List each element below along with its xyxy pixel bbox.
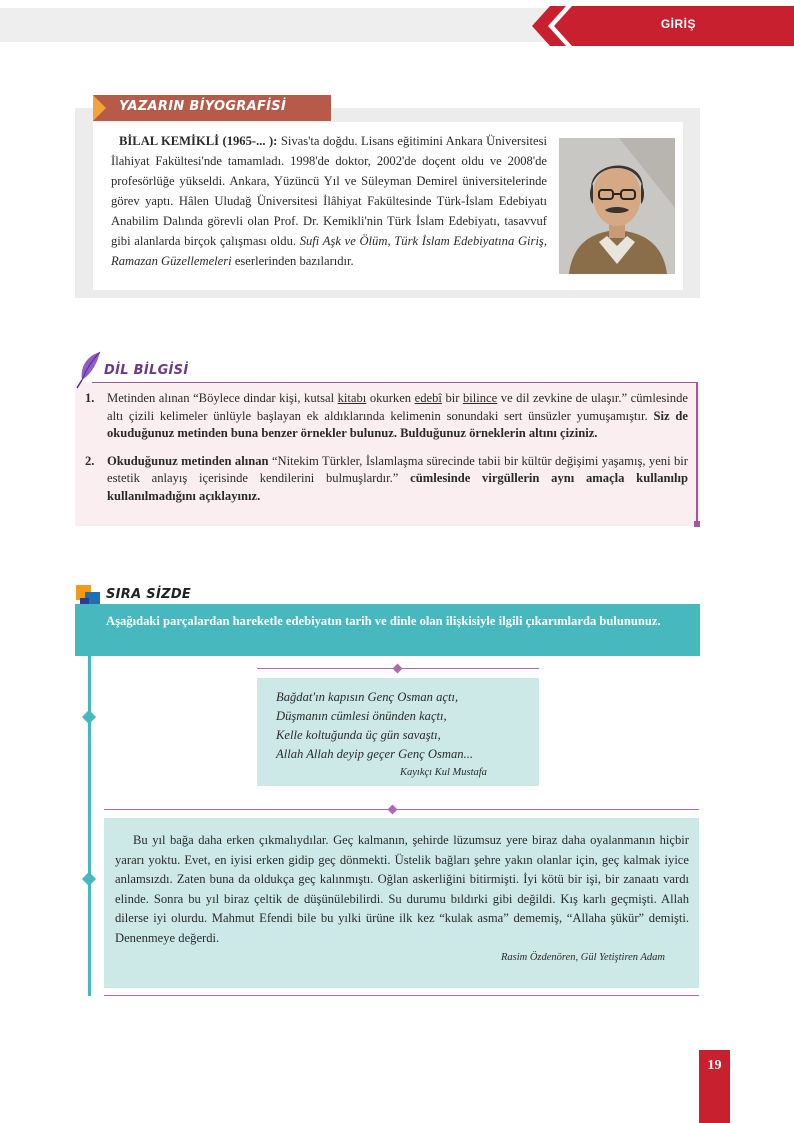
biography-heading-label: YAZARIN BİYOGRAFİSİ [119,99,287,114]
timeline-line [88,656,91,996]
instruction-text: Aşağıdaki parçalardan hareketle edebiyatın tarih ve dinle olan ilişkisiyle ilgili çıkarımlarda bulununuz. [106,614,661,628]
biography-text: BİLAL KEMİKLİ (1965-... ): Sivas'ta doğdu. Lisans eğitimini Ankara Üniversitesi İlahiyat Fakültesi'nde tamamladı. 1998'de doktor, 2002'de doçent oldu ve 2008'de profesörlüğe yükseldi. Ankara, Yüzüncü Yıl ve Süleyman Demirel üniversitelerinde görev yaptı. Hâlen Uludağ Üniversitesi İlâhiyat Fakültesinde Türk-İslam Edebiyatı Anabilim Dalında görevli olan Prof. Dr. Kemikli'nin Türk İslam Edebiyatı, tasavvuf gibi alanlarda birçok çalışması oldu. Sufi Aşk ve Ölüm, Türk İslam Edebiyatına Giriş, Ramazan Güzellemeleri eserlerinden bazılarıdır. [111,134,547,268]
timeline-diamond-icon [82,872,96,886]
chapter-tab [530,6,794,46]
author-portrait [559,138,675,274]
underlined-word: kitabı [337,391,367,405]
underlined-word: edebî [414,391,442,405]
divider-diamond-icon [393,664,403,674]
prose-text: Bu yıl bağa daha erken çıkmalıydılar. Geç kalmanın, şehirde lüzumsuz yere biraz daha oyalanmanın hiçbir yararı yoktu. Evet, en iyisi erken gidip geç dönmekti. Üstelik bağları şehre yakın olanlar için, geç kalmak iyice anlamsızdı. Zaten buna da oldukça geç kalınmıştı. Oğlan askerliğini bitirmişti. İyi kötü bir işi, bir zanaatı vardı elinde. Sonra bu yıl biraz çeltik de düşünülebilirdi. Su durumu bıldırki gibi değildi. Kış karlı geçmişti. Allah dilerse iyi olurdu. Mahmut Efendi bile bu yılki ürüne ilk kez “kulak asma” dememiş, “Allaha şükür” demişti. Denenmeye değerdi. [115,833,689,945]
heading-arrow-icon [93,95,106,121]
chapter-title: GİRİŞ [660,17,696,31]
prose-source: Rasim Özdenören, Gül Yetiştiren Adam [500,952,665,963]
poem-line: Bağdat'ın kapısın Genç Osman açtı, [276,690,459,704]
prose-divider [104,809,699,810]
poem-line: Allah Allah deyip geçer Genç Osman... [276,747,474,761]
grammar-heading: DİL BİLGİSİ [104,363,189,378]
poem [276,688,473,764]
underlined-word: bilince [462,391,498,405]
grammar-item-2: 2. Okuduğunuz metinden alınan “Nitekim Türkler, İslamlaşma sürecinde tabii bir kültür değişimi yaşamış, yeni bir estetik anlayış içerisinde kendilerini bulmuşlardır.” cümlesinde virgüllerin aynı amaçla kullanılıp kullanılmadığını açıklayınız. [85,453,689,503]
grammar-list [85,390,688,515]
page-number: 19 [707,1058,722,1073]
timeline-diamond-icon [82,710,96,724]
author-name: BİLAL KEMİKLİ (1965-... ): [119,134,278,148]
poem-line: Düşmanın cümlesi önünden kaçtı, [276,709,447,723]
divider-diamond-icon [388,805,398,815]
biography-heading [93,95,331,121]
poem-line: Kelle koltuğunda üç gün savaştı, [276,728,441,742]
your-turn-heading: SIRA SİZDE [106,587,192,602]
grammar-item-1: 1. Metinden alınan “Böylece dindar kişi, kutsal kitabı okurken edebî bir bilince ve dil zevkine de ulaşır.” cümlesinde altı çizili kelimeler ünlüyle başlayan ek aldıklarında kelimenin sonundaki sert ünsüzler yumuşamıştır. Siz de okuduğunuz metinden buna benzer örnekler bulunuz. Bulduğunuz örneklerin altını çiziniz. [85,391,688,440]
poem-author: Kayıkçı Kul Mustafa [400,767,487,778]
grammar-corner-marker [694,521,700,527]
section-bottom-line [104,995,699,996]
author-works: Sufi Aşk ve Ölüm, Türk İslam Edebiyatına Giriş, Ramazan Güzellemeleri [111,234,547,268]
quill-icon [74,350,104,395]
